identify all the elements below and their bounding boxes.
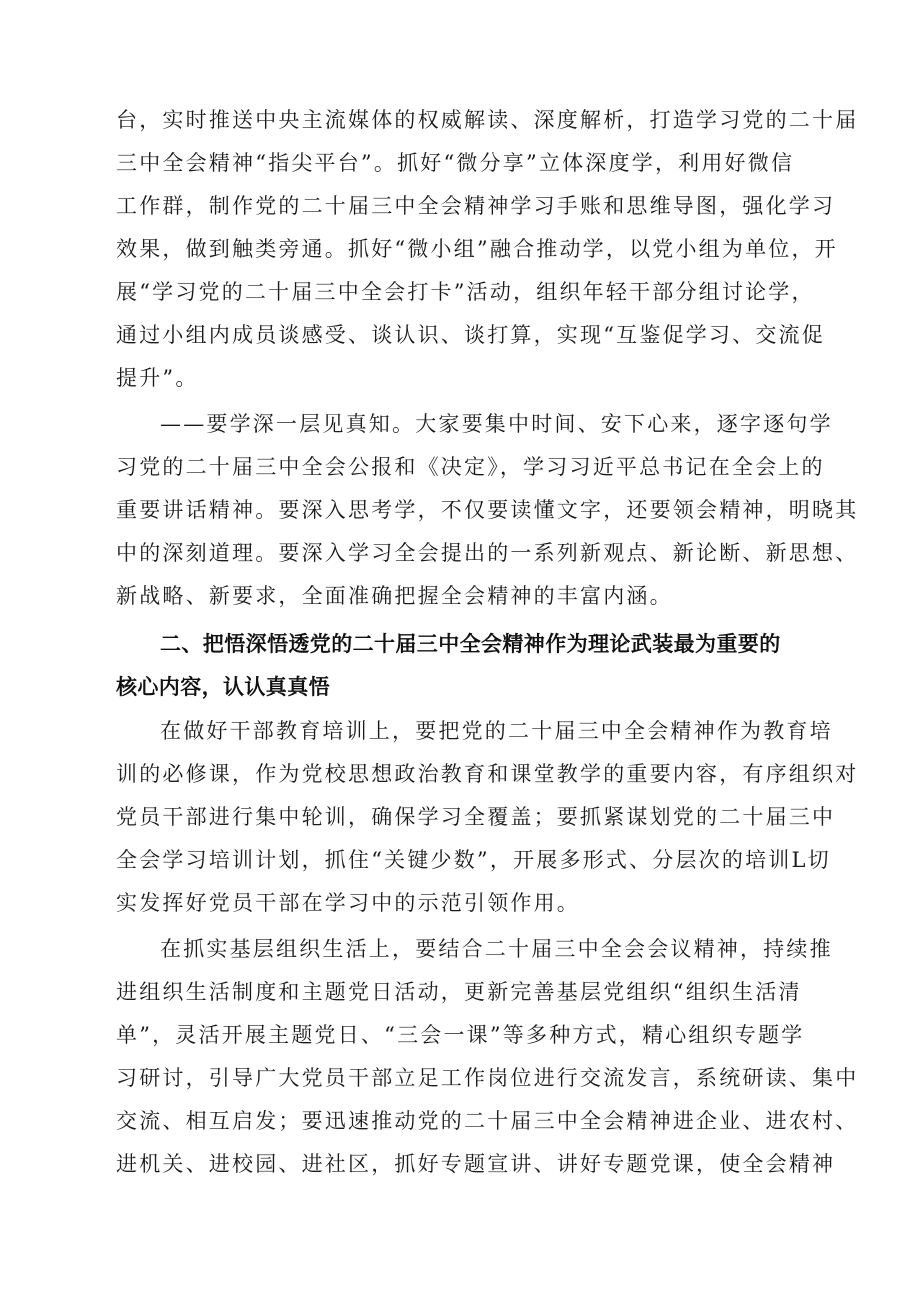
paragraph-line: 展“学习党的二十届三中全会打卡”活动，组织年轻干部分组讨论学， xyxy=(116,280,815,304)
section-heading: 二、把悟深悟透党的二十届三中全会精神作为理论武装最为重要的 xyxy=(160,632,781,656)
paragraph-line: 习研讨，引导广大党员干部立足工作岗位进行交流发言，系统研读、集中 xyxy=(116,1066,859,1090)
paragraph-line: 实发挥好党员干部在学习中的示范引领作用。 xyxy=(116,891,580,915)
paragraph-line: 全会学习培训计划，抓住“关键少数”，开展多形式、分层次的培训L切 xyxy=(116,848,831,872)
section-heading: 核心内容，认认真真悟 xyxy=(116,675,330,699)
paragraph-line: 习党的二十届三中全会公报和《决定》，学习习近平总书记在全会上的 xyxy=(116,455,825,479)
paragraph-line: 党员干部进行集中轮训，确保学习全覆盖；要抓紧谋划党的二十届三中 xyxy=(116,805,836,829)
paragraph-line: 台，实时推送中央主流媒体的权威解读、深度解析，打造学习党的二十届 xyxy=(116,108,859,132)
paragraph-line: 单”，灵活开展主题党日、“三会一课”等多种方式，精心组织专题学 xyxy=(116,1023,805,1047)
paragraph-line: 三中全会精神“指尖平台”。抓好“微分享”立体深度学，利用好微信 xyxy=(116,151,795,175)
paragraph-line: 新战略、新要求，全面准确把握全会精神的丰富内涵。 xyxy=(116,584,673,608)
paragraph-line: 重要讲话精神。要深入思考学，不仅要读懂文字，还要领会精神，明晓其 xyxy=(116,498,859,522)
paragraph-line: ——要学深一层见真知。大家要集中时间、安下心来，逐字逐句学 xyxy=(160,412,833,436)
paragraph-line: 交流、相互启发；要迅速推动党的二十届三中全会精神进企业、进农村、 xyxy=(116,1109,859,1133)
paragraph-line: 训的必修课，作为党校思想政治教育和课堂教学的重要内容，有序组织对 xyxy=(116,762,859,786)
paragraph-line: 效果，做到触类旁通。抓好“微小组”融合推动学，以党小组为单位，开 xyxy=(116,237,838,261)
paragraph-line: 中的深刻道理。要深入学习全会提出的一系列新观点、新论断、新思想、 xyxy=(116,541,859,565)
paragraph-line: 进机关、进校园、进社区，抓好专题宣讲、讲好专题党课，使全会精神 xyxy=(116,1152,836,1176)
paragraph-line: 提升”。 xyxy=(116,366,199,390)
paragraph-line: 进组织生活制度和主题党日活动，更新完善基层党组织“组织生活清 xyxy=(116,980,802,1004)
paragraph-line: 通过小组内成员谈感受、谈认识、谈打算，实现“互鉴促学习、交流促 xyxy=(116,323,825,347)
paragraph-line: 工作群，制作党的二十届三中全会精神学习手账和思维导图，强化学习 xyxy=(116,194,836,218)
paragraph-line: 在做好干部教育培训上，要把党的二十届三中全会精神作为教育培 xyxy=(160,719,833,743)
paragraph-line: 在抓实基层组织生活上，要结合二十届三中全会会议精神，持续推 xyxy=(160,937,833,961)
